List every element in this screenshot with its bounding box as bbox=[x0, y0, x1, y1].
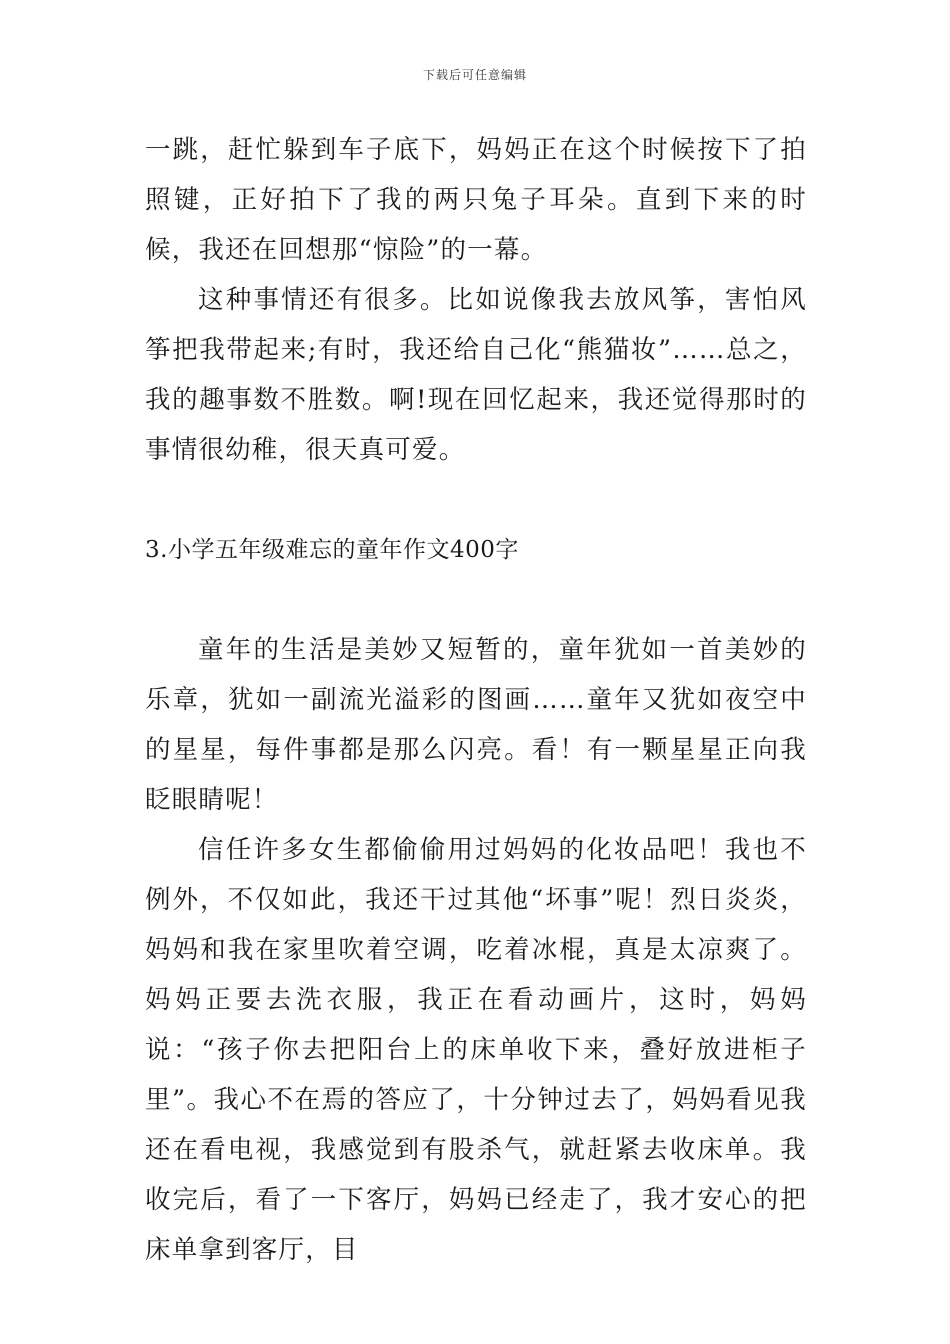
page-header: 下载后可任意编辑 bbox=[422, 68, 527, 82]
paragraph-4: 信任许多女生都偷偷用过妈妈的化妆品吧！我也不例外，不仅如此，我还干过其他“坏事”呢！烈日炎炎，妈妈和我在家里吹着空调，吃着冰棍，真是太凉爽了。妈妈正要去洗衣服，我正在看动画片，这时，妈妈说：“孩子你去把阳台上的床单收下来，叠好放进柜子里”。我心不在焉的答应了，十分钟过去了，妈妈看见我还在看电视，我感觉到有股杀气，就赶紧去收床单。我收完后，看了一下客厅，妈妈已经走了，我才安心的把床单拿到客厅，目 bbox=[145, 835, 807, 1265]
spacer bbox=[145, 475, 807, 525]
paragraph-continued: 一跳，赶忙躲到车子底下，妈妈正在这个时候按下了拍照键，正好拍下了我的两只兔子耳朵。直到下来的时候，我还在回想那“惊险”的一幕。 bbox=[145, 135, 807, 265]
paragraph-2: 这种事情还有很多。比如说像我去放风筝，害怕风筝把我带起来;有时，我还给自己化“熊猫妆”……总之，我的趣事数不胜数。啊!现在回忆起来，我还觉得那时的事情很幼稚，很天真可爱。 bbox=[145, 285, 807, 465]
paragraph-3: 童年的生活是美妙又短暂的，童年犹如一首美妙的乐章，犹如一副流光溢彩的图画……童年又犹如夜空中的星星，每件事都是那么闪亮。看！有一颗星星正向我眨眼睛呢！ bbox=[145, 635, 807, 815]
spacer bbox=[145, 575, 807, 625]
document-body bbox=[145, 125, 807, 1275]
section-heading: 3.小学五年级难忘的童年作文400字 bbox=[145, 537, 519, 563]
